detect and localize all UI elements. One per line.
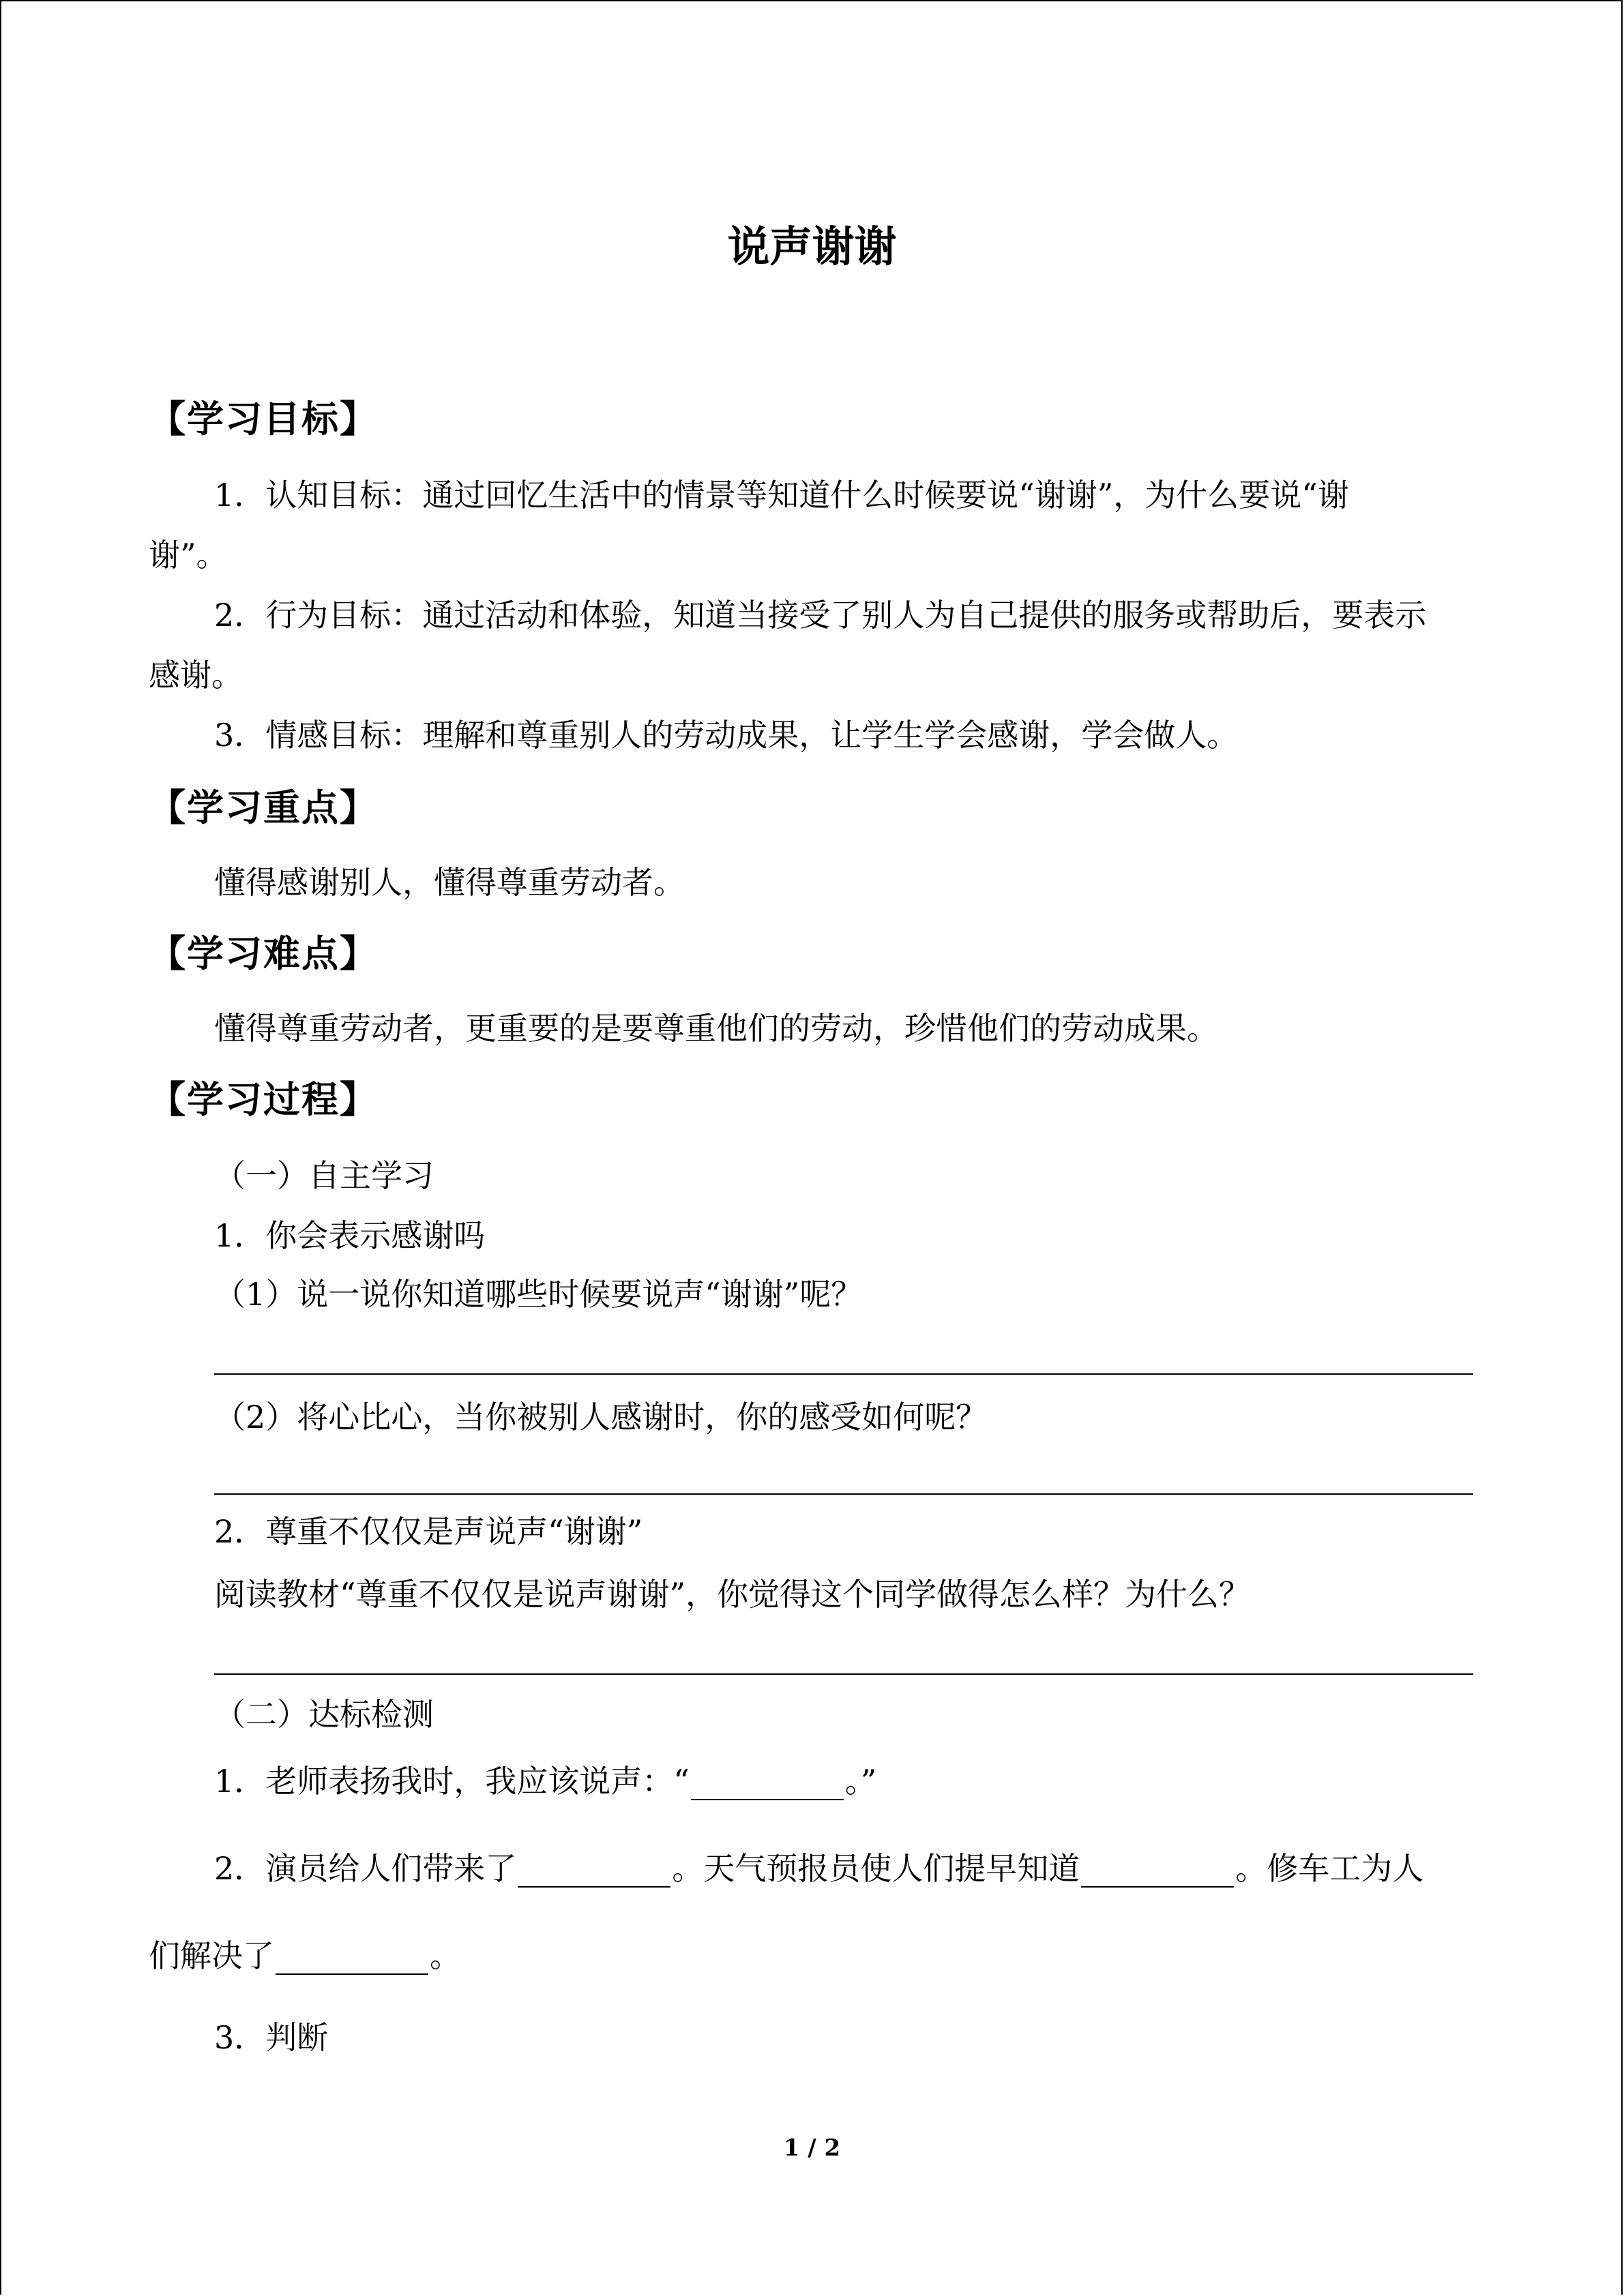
goal-item-2-line-1: 2．行为目标：通过活动和体验，知道当接受了别人为自己提供的服务或帮助后，要表示	[214, 597, 1427, 633]
answer-line-2	[214, 1493, 1473, 1495]
test-item-2-part-e: 。	[430, 1937, 461, 1974]
heading-learning-difficulty: 【学习难点】	[149, 932, 378, 975]
test-item-1	[214, 1762, 876, 1800]
goal-item-3: 3．情感目标：理解和尊重别人的劳动成果，让学生学会感谢，学会做人。	[214, 717, 1239, 754]
page-number: 1 / 2	[783, 2134, 841, 2162]
part-1-title: （一）自主学习	[214, 1157, 434, 1194]
test-item-2-part-a: 2．演员给人们带来了	[214, 1850, 517, 1887]
test-item-2-line-2	[149, 1937, 461, 1975]
test-item-2-part-b: 。天气预报员使人们提早知道	[672, 1850, 1080, 1887]
fill-blank-3	[1081, 1855, 1234, 1888]
question-1-1: （1）说一说你知道哪些时候要说声“谢谢”呢？	[214, 1276, 863, 1313]
goal-item-2-line-2: 感谢。	[149, 657, 243, 694]
page-title: 说声谢谢	[727, 222, 897, 271]
question-1-2: （2）将心比心，当你被别人感谢时，你的感受如何呢？	[214, 1399, 988, 1435]
test-item-1-suffix: 。”	[844, 1763, 877, 1800]
heading-learning-focus: 【学习重点】	[149, 786, 378, 829]
test-item-2-part-c: 。修车工为人	[1235, 1850, 1424, 1887]
heading-learning-goals: 【学习目标】	[149, 398, 378, 441]
focus-text: 懂得感谢别人，懂得尊重劳动者。	[214, 864, 685, 901]
answer-line-3	[214, 1673, 1473, 1675]
part-2-title: （二）达标检测	[214, 1696, 434, 1733]
question-2: 2．尊重不仅仅是声说声“谢谢”	[214, 1513, 643, 1550]
test-item-3: 3．判断	[214, 2019, 329, 2056]
goal-item-1-line-2: 谢”。	[149, 537, 228, 573]
heading-learning-process: 【学习过程】	[149, 1078, 378, 1121]
goal-item-1-line-1: 1．认知目标：通过回忆生活中的情景等知道什么时候要说“谢谢”，为什么要说“谢	[214, 477, 1349, 513]
fill-blank-4	[276, 1942, 428, 1975]
question-1: 1．你会表示感谢吗	[214, 1217, 486, 1254]
fill-blank-1	[691, 1768, 844, 1800]
answer-line-1	[214, 1373, 1473, 1375]
test-item-2-part-d: 们解决了	[149, 1937, 274, 1974]
test-item-1-prefix: 1．老师表扬我时，我应该说声：“	[214, 1763, 690, 1800]
fill-blank-2	[518, 1855, 670, 1888]
question-2-text: 阅读教材“尊重不仅仅是说声谢谢”，你觉得这个同学做得怎么样？为什么？	[214, 1576, 1251, 1613]
difficulty-text: 懂得尊重劳动者，更重要的是要尊重他们的劳动，珍惜他们的劳动成果。	[214, 1010, 1218, 1047]
test-item-2-line-1	[214, 1849, 1423, 1888]
